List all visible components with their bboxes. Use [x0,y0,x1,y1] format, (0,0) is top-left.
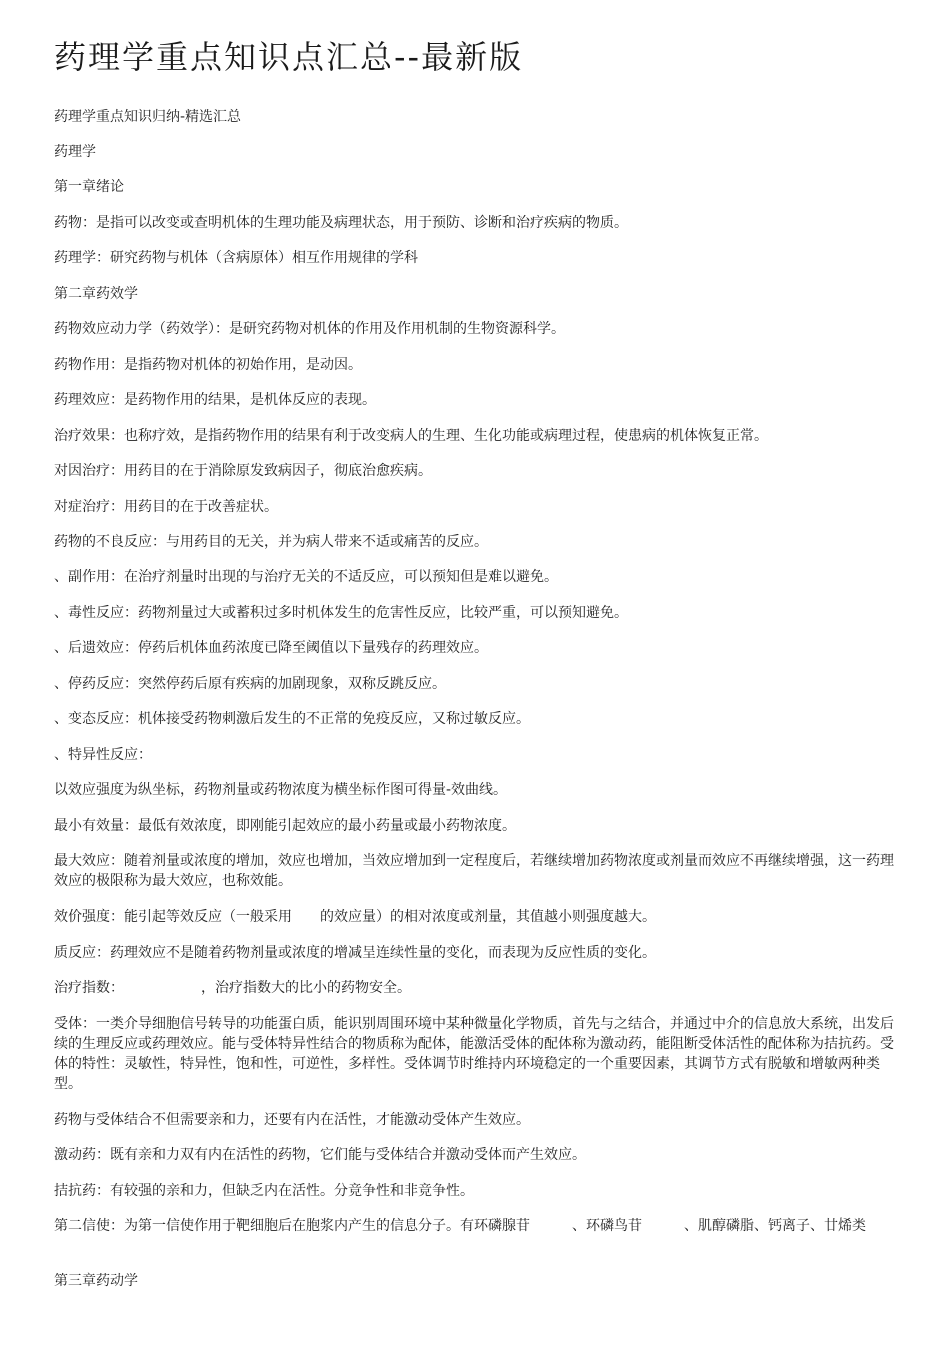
paragraph: 第二信使：为第一信使作用于靶细胞后在胞浆内产生的信息分子。有环磷腺苷 、环磷鸟苷 、肌醇磷脂、钙离子、廿烯类 [54,1218,866,1234]
paragraph: 、特异性反应： [54,747,152,763]
paragraph: 、停药反应：突然停药后原有疾病的加剧现象，双称反跳反应。 [54,676,446,692]
paragraph: 拮抗药：有较强的亲和力，但缺乏内在活性。分竞争性和非竞争性。 [54,1183,474,1199]
paragraph: 药物的不良反应：与用药目的无关，并为病人带来不适或痛苦的反应。 [54,534,488,550]
paragraph: 药理效应：是药物作用的结果，是机体反应的表现。 [54,392,376,408]
paragraph: 、副作用：在治疗剂量时出现的与治疗无关的不适反应，可以预知但是难以避免。 [54,569,558,585]
paragraph: 对症治疗：用药目的在于改善症状。 [54,499,278,515]
paragraph: 对因治疗：用药目的在于消除原发致病因子，彻底治愈疾病。 [54,463,432,479]
paragraph: 药理学重点知识归纳-精选汇总 [54,109,242,125]
paragraph: 最大效应：随着剂量或浓度的增加，效应也增加，当效应增加到一定程度后，若继续增加药物浓度或剂量而效应不再继续增强，这一药理效应的极限称为最大效应，也称效能。 [54,853,894,889]
paragraph: 第三章药动学 [54,1273,138,1289]
paragraph: 药理学：研究药物与机体（含病原体）相互作用规律的学科 [54,250,418,266]
paragraph: 第二章药效学 [54,286,138,302]
paragraph: 治疗效果：也称疗效，是指药物作用的结果有利于改变病人的生理、生化功能或病理过程，使患病的机体恢复正常。 [54,428,768,444]
paragraph: 药物作用：是指药物对机体的初始作用，是动因。 [54,357,362,373]
paragraph: 、后遗效应：停药后机体血药浓度已降至阈值以下量残存的药理效应。 [54,640,488,656]
paragraph: 药物：是指可以改变或查明机体的生理功能及病理状态，用于预防、诊断和治疗疾病的物质。 [54,215,628,231]
document-title: 药理学重点知识点汇总--最新版 [54,38,524,76]
paragraph: 质反应：药理效应不是随着药物剂量或浓度的增减呈连续性量的变化，而表现为反应性质的变化。 [54,945,656,961]
paragraph: 药物效应动力学（药效学）：是研究药物对机体的作用及作用机制的生物资源科学。 [54,321,565,337]
paragraph: 、变态反应：机体接受药物刺激后发生的不正常的免疫反应，又称过敏反应。 [54,711,530,727]
paragraph: 激动药：既有亲和力双有内在活性的药物，它们能与受体结合并激动受体而产生效应。 [54,1147,586,1163]
paragraph: 第一章绪论 [54,179,124,195]
paragraph: 最小有效量：最低有效浓度，即刚能引起效应的最小药量或最小药物浓度。 [54,818,516,834]
paragraph: 、毒性反应：药物剂量过大或蓄积过多时机体发生的危害性反应，比较严重，可以预知避免。 [54,605,628,621]
paragraph: 受体：一类介导细胞信号转导的功能蛋白质，能识别周围环境中某种微量化学物质，首先与之结合，并通过中介的信息放大系统，出发后续的生理反应或药理效应。能与受体特异性结合的物质称为配体，能激活受体的配体称为激动药，能阻断受体活性的配体称为拮抗药。受体的特性：灵敏性，特异性，饱和性，可逆性，多样性。受体调节时维持内环境稳定的一个重要因素，其调节方式有脱敏和增敏两种类型。 [54,1016,894,1092]
paragraph: 以效应强度为纵坐标，药物剂量或药物浓度为横坐标作图可得量-效曲线。 [54,782,508,798]
paragraph: 药理学 [54,144,96,160]
paragraph: 治疗指数： ，治疗指数大的比小的药物安全。 [54,980,411,996]
paragraph: 效价强度：能引起等效反应（一般采用 的效应量）的相对浓度或剂量，其值越小则强度越大。 [54,909,656,925]
paragraph: 药物与受体结合不但需要亲和力，还要有内在活性，才能激动受体产生效应。 [54,1112,530,1128]
